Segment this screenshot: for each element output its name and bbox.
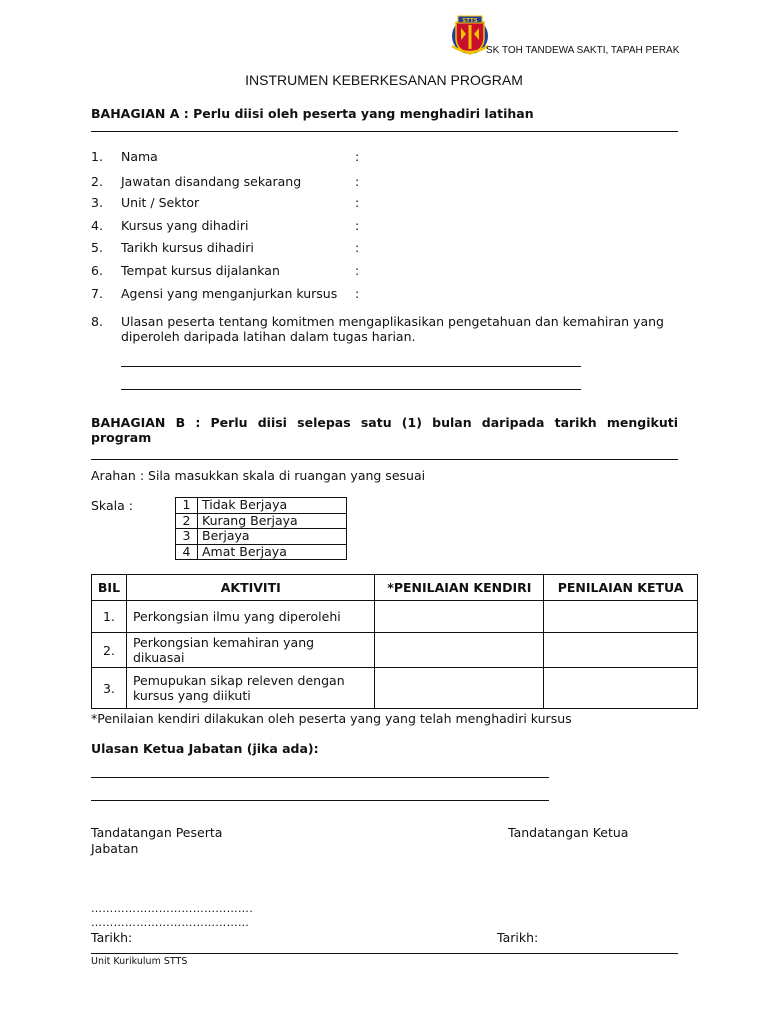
footnote-text: *Penilaian kendiri dilakukan oleh peserta yang yang telah menghadiri kursus [91,711,572,726]
column-header-bil: BIL [92,575,127,601]
field-number: 7. [91,286,103,301]
ulasan-peserta-text: Ulasan peserta tentang komitmen mengaplikasikan pengetahuan dan kemahiran yang diperoleh daripada latihan dalam tugas harian. [121,314,664,344]
row-aktiviti: Perkongsian kemahiran yang dikuasai [126,633,375,668]
field-number: 5. [91,240,103,255]
column-header-penilaian-ketua: PENILAIAN KETUA [544,575,698,601]
field-number: 8. [91,314,103,329]
field-label-tarikh: Tarikh kursus dihadiri [121,240,254,255]
scale-row [176,529,347,545]
field-colon: : [355,195,360,210]
table-header-row [92,575,698,601]
ulasan-ketua-heading: Ulasan Ketua Jabatan (jika ada): [91,741,319,756]
ulasan-line[interactable] [91,777,549,778]
scale-text: Kurang Berjaya [198,513,347,529]
signature-peserta-line2: Jabatan [91,841,139,856]
scale-label: Skala : [91,498,133,513]
signature-dots[interactable]: …………………………………… [91,916,250,929]
section-b-heading: BAHAGIAN B : Perlu diisi selepas satu (1) bulan daripada tarikh mengikuti program [91,415,678,445]
column-header-aktiviti: AKTIVITI [126,575,375,601]
scale-number: 3 [176,529,198,545]
signature-peserta-line1: Tandatangan Peserta [91,825,223,840]
school-name: SK TOH TANDEWA SAKTI, TAPAH PERAK [486,45,680,56]
instruction-text: Arahan : Sila masukkan skala di ruangan yang sesuai [91,468,426,483]
field-label-jawatan: Jawatan disandang sekarang [121,174,302,189]
scale-row [176,513,347,529]
ulasan-line[interactable] [91,800,549,801]
field-label-nama: Nama [121,149,158,164]
field-label-tempat: Tempat kursus dijalankan [121,263,280,278]
field-number: 4. [91,218,103,233]
field-number: 1. [91,149,103,164]
table-row [92,601,698,633]
penilaian-kendiri-cell[interactable] [375,668,544,709]
scale-row [176,498,347,514]
answer-line[interactable] [121,389,581,390]
footer-rule [91,953,678,954]
scale-row [176,544,347,560]
field-colon: : [355,174,360,189]
field-number: 2. [91,174,103,189]
table-row [92,633,698,668]
field-label-agensi: Agensi yang menganjurkan kursus [121,286,338,301]
row-bil: 3. [92,668,127,709]
school-crest-logo [450,12,490,56]
field-colon: : [355,218,360,233]
field-colon: : [355,240,360,255]
field-label-unit: Unit / Sektor [121,195,200,210]
signature-peserta-label [91,825,222,857]
activity-table [91,574,698,709]
svg-text:STTS: STTS [462,18,478,24]
scale-text: Amat Berjaya [198,544,347,560]
tarikh-left-label: Tarikh: [91,930,133,945]
scale-text: Tidak Berjaya [198,498,347,514]
scale-number: 4 [176,544,198,560]
footer-text: Unit Kurikulum STTS [91,956,188,967]
field-colon: : [355,149,360,164]
penilaian-ketua-cell[interactable] [544,633,698,668]
scale-table [175,497,347,560]
penilaian-kendiri-cell[interactable] [375,633,544,668]
field-label-kursus: Kursus yang dihadiri [121,218,249,233]
scale-text: Berjaya [198,529,347,545]
penilaian-ketua-cell[interactable] [544,601,698,633]
column-header-penilaian-kendiri: *PENILAIAN KENDIRI [375,575,544,601]
field-number: 6. [91,263,103,278]
section-b-rule [91,459,678,460]
field-colon: : [355,286,360,301]
document-title: INSTRUMEN KEBERKESANAN PROGRAM [245,72,523,88]
signature-ketua-label: Tandatangan Ketua [508,825,629,840]
penilaian-kendiri-cell[interactable] [375,601,544,633]
row-bil: 1. [92,601,127,633]
row-bil: 2. [92,633,127,668]
table-row [92,668,698,709]
section-a-rule [91,131,678,132]
answer-line[interactable] [121,366,581,367]
tarikh-right-label: Tarikh: [497,930,539,945]
scale-number: 1 [176,498,198,514]
row-aktiviti: Perkongsian ilmu yang diperolehi [126,601,375,633]
signature-dots[interactable]: ……………………………………. [91,902,253,915]
penilaian-ketua-cell[interactable] [544,668,698,709]
field-colon: : [355,263,360,278]
row-aktiviti: Pemupukan sikap releven dengan kursus yang diikuti [126,668,375,709]
field-number: 3. [91,195,103,210]
scale-number: 2 [176,513,198,529]
section-a-heading: BAHAGIAN A : Perlu diisi oleh peserta yang menghadiri latihan [91,106,534,121]
